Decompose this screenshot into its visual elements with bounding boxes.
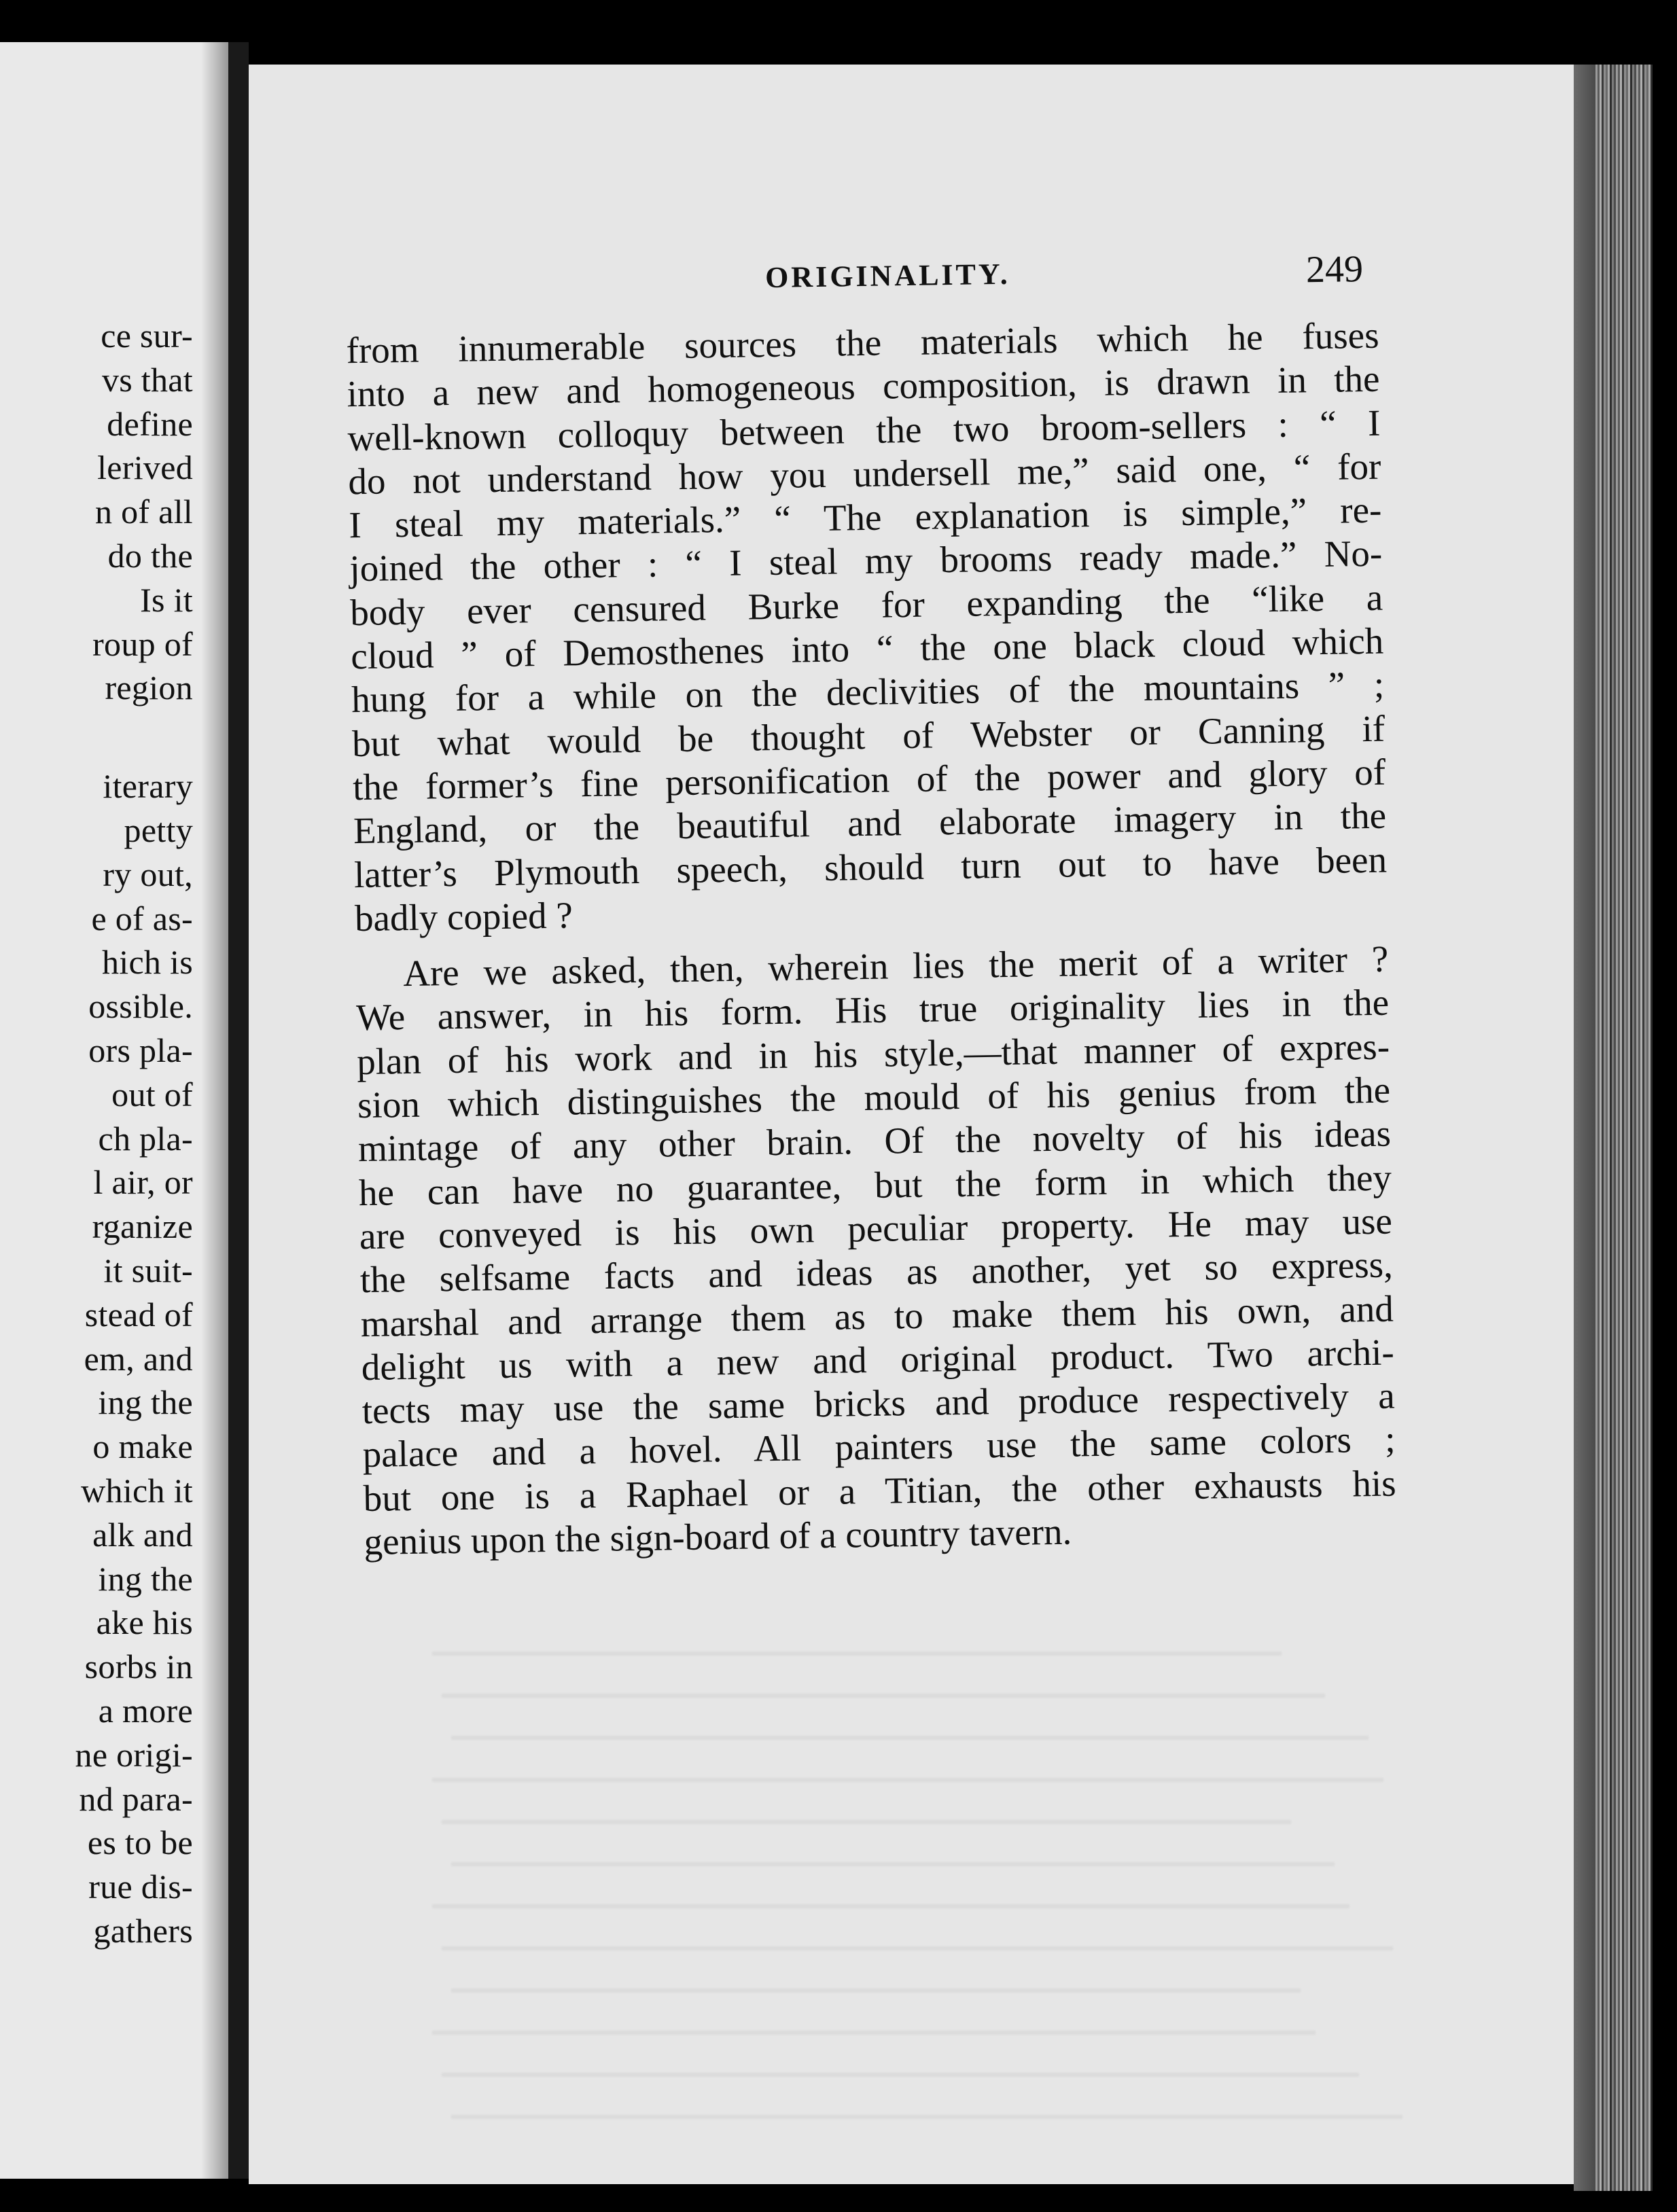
bleed-line (432, 1866, 1349, 1908)
bleed-line (442, 1656, 1325, 1698)
text-line: he can have no guarantee, but the form in which they (358, 1156, 1392, 1213)
previous-page-line: lerived (97, 448, 193, 487)
previous-page-line: sorbs in (84, 1647, 193, 1686)
gutter-shadow (201, 42, 228, 2179)
previous-page-line: es to be (87, 1823, 193, 1862)
previous-page-line: rganize (92, 1207, 193, 1246)
text-line: but what would be thought of Webster or Canning if (351, 707, 1385, 764)
bleed-line (451, 2077, 1402, 2119)
text-line: from innumerable sources the materials which he fuses (346, 314, 1379, 372)
text-line: delight us with a new and original product. Two archi- (361, 1331, 1395, 1388)
text-line: well-known colloquy between the two broom-sellers : “ I (347, 402, 1381, 459)
previous-page-line: Is it (140, 580, 193, 619)
previous-page (0, 42, 228, 2179)
text-line: the selfsame facts and ideas as another, yet so express, (359, 1243, 1394, 1301)
previous-page-line: ing the (98, 1559, 193, 1598)
bleed-line (442, 2035, 1359, 2077)
bleed-line (451, 1824, 1335, 1866)
text-line: the former’s fine personification of the power and glory of (352, 751, 1386, 808)
previous-page-line: em, and (84, 1339, 193, 1378)
previous-page-line: do the (107, 536, 193, 575)
text-line: mintage of any other brain. Of the novelty of his ideas (357, 1112, 1392, 1170)
text-line: We answer, in his form. His true originality lies in the (355, 982, 1390, 1039)
previous-page-line: roup of (92, 624, 193, 663)
previous-page-line: gathers (93, 1911, 193, 1950)
bleed-line (451, 1950, 1301, 1993)
text-line: into a new and homogeneous composition, is drawn in the (347, 357, 1380, 415)
bleed-line (451, 1698, 1369, 1740)
text-line: palace and a hovel. All painters use the same colors ; (362, 1418, 1396, 1476)
previous-page-line: a more (98, 1691, 193, 1730)
previous-page-line: e of as- (91, 899, 193, 938)
previous-page-line: vs that (101, 360, 193, 399)
bleed-line (432, 1613, 1282, 1656)
text-line: badly copied ? (354, 894, 573, 940)
previous-page-line: ch pla- (98, 1119, 193, 1158)
text-line: latter’s Plymouth speech, should turn out to have been (353, 838, 1388, 895)
previous-page-line: ing the (98, 1383, 193, 1422)
bleed-line (432, 1740, 1383, 1782)
previous-page-line: alk and (92, 1515, 193, 1554)
bleed-line (442, 1908, 1393, 1950)
previous-page-line: o make (92, 1427, 193, 1466)
bleed-line (432, 1993, 1316, 2035)
page-number: 249 (1305, 248, 1364, 291)
page-edge-shadow (1574, 65, 1595, 2191)
text-line: but one is a Raphael or a Titian, the other exhausts his (363, 1462, 1396, 1519)
previous-page-line: nd para- (79, 1779, 193, 1818)
previous-page-line: ry out, (103, 855, 193, 893)
page-edge-line (1650, 65, 1653, 2191)
running-title: ORIGINALITY. (764, 257, 1011, 295)
text-line: body ever censured Burke for expanding the “like a (349, 576, 1383, 633)
text-line: tects may use the same bricks and produce respectively a (361, 1374, 1396, 1432)
text-line: joined the other : “ I steal my brooms ready made.” No- (349, 533, 1383, 590)
previous-page-line: rue dis- (88, 1868, 193, 1906)
text-line: plan of his work and in his style,—that manner of expres- (356, 1025, 1390, 1082)
text-line: do not understand how you undersell me,” said one, “ for (348, 445, 1381, 503)
page-edges (1574, 65, 1655, 2191)
previous-page-line (0, 710, 193, 764)
text-line: hung for a while on the declivities of the mountains ” ; (351, 664, 1385, 721)
previous-page-line: iterary (103, 767, 193, 806)
current-page (249, 65, 1574, 2184)
text-line: cloud ” of Demosthenes into “ the one black cloud which (350, 620, 1384, 677)
previous-page-line: which it (81, 1471, 193, 1510)
text-line: sion which distinguishes the mould of his genius from the (357, 1069, 1391, 1126)
text-line: genius upon the sign-board of a country tavern. (364, 1510, 1072, 1563)
previous-page-line: ake his (96, 1603, 193, 1642)
previous-page-line: ors pla- (88, 1031, 193, 1069)
previous-page-line: define (107, 404, 193, 443)
previous-page-line: ne origi- (75, 1735, 193, 1774)
previous-page-line: hich is (101, 943, 193, 982)
previous-page-line: petty (124, 810, 193, 849)
text-line: I steal my materials.” “ The explanation is simple,” re- (348, 488, 1382, 546)
running-head (764, 248, 1364, 301)
previous-page-text (0, 314, 193, 1953)
previous-page-line: stead of (84, 1295, 193, 1334)
previous-page-line: l air, or (93, 1163, 193, 1202)
text-line: are conveyed is his own peculiar property. He may use (359, 1200, 1393, 1257)
text-line: England, or the beautiful and elaborate imagery in the (353, 794, 1387, 852)
previous-page-line: out of (111, 1075, 193, 1113)
text-line: marshal and arrange them as to make them his own, and (360, 1287, 1394, 1344)
previous-page-line: ce sur- (101, 317, 193, 355)
bleed-through (432, 1613, 1417, 2119)
body-text (346, 314, 1397, 1565)
text-line: Are we asked, then, wherein lies the merit of a writer ? (402, 938, 1389, 995)
previous-page-line: n of all (94, 493, 193, 531)
previous-page-line: region (105, 668, 193, 707)
bleed-line (442, 1782, 1291, 1824)
previous-page-line: it suit- (103, 1251, 193, 1289)
previous-page-line: ossible. (88, 987, 193, 1026)
